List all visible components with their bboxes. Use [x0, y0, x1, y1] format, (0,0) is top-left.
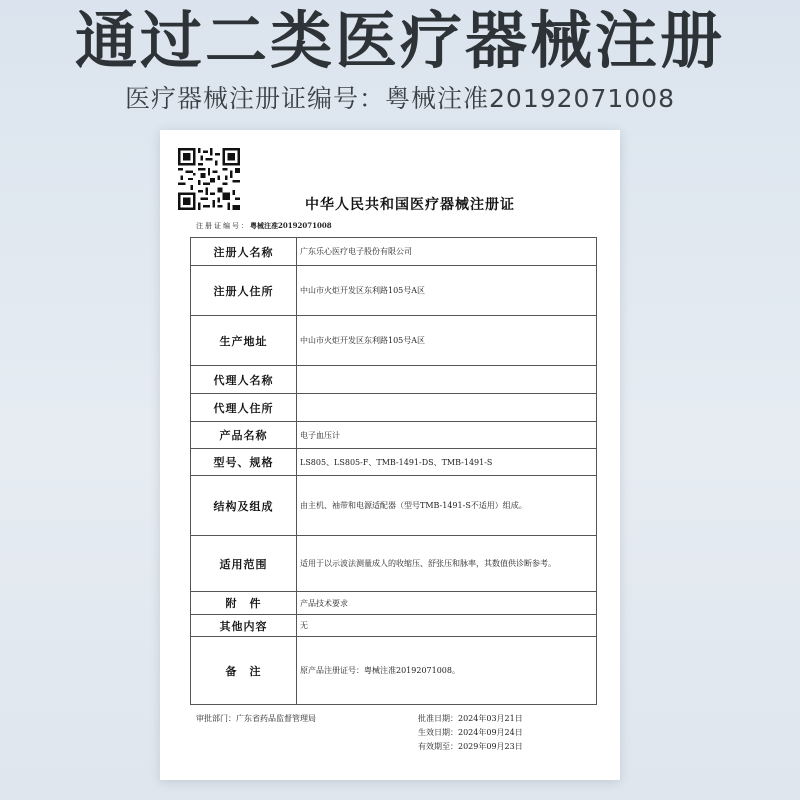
row-value-remarks: 原产品注册证号：粤械注准20192071008。: [297, 637, 597, 705]
approval-department-value: 广东省药品监督管理局: [236, 714, 316, 723]
table-row: [191, 266, 597, 316]
row-label-scope: 适用范围: [191, 536, 297, 592]
table-row: [191, 449, 597, 476]
table-row: [191, 422, 597, 449]
table-row: [191, 637, 597, 705]
approval-date-value: 2024年03月21日: [458, 714, 523, 723]
approval-date-label: 批准日期：: [418, 714, 458, 723]
row-label-remarks: 备 注: [191, 637, 297, 705]
approval-date: [418, 712, 523, 726]
row-value-attachment: 产品技术要求: [297, 592, 597, 615]
row-label-structure: 结构及组成: [191, 476, 297, 536]
row-label-product-name: 产品名称: [191, 422, 297, 449]
table-row: [191, 615, 597, 637]
row-value-agent-address: [297, 394, 597, 422]
row-label-other: 其他内容: [191, 615, 297, 637]
certificate-table: [190, 237, 597, 705]
approval-department-label: 审批部门：: [196, 714, 236, 723]
table-row: [191, 394, 597, 422]
row-value-model-spec: LS805、LS805-F、TMB-1491-DS、TMB-1491-S: [297, 449, 597, 476]
row-value-agent-name: [297, 366, 597, 394]
row-label-agent-address: 代理人住所: [191, 394, 297, 422]
row-value-production-address: 中山市火炬开发区东利路105号A区: [297, 316, 597, 366]
expiry-date-value: 2029年09月23日: [458, 742, 523, 751]
table-row: [191, 536, 597, 592]
registration-number: [196, 221, 332, 231]
table-row: [191, 592, 597, 615]
row-value-other: 无: [297, 615, 597, 637]
effective-date-value: 2024年09月24日: [458, 728, 523, 737]
row-label-agent-name: 代理人名称: [191, 366, 297, 394]
table-row: [191, 366, 597, 394]
effective-date-label: 生效日期：: [418, 728, 458, 737]
effective-date: [418, 726, 523, 740]
registration-number-value: 粤械注准20192071008: [250, 221, 332, 230]
subheadline-registration-number: 医疗器械注册证编号：粤械注准20192071008: [125, 84, 675, 113]
row-label-registrant-address: 注册人住所: [191, 266, 297, 316]
table-row: [191, 238, 597, 266]
table-row: [191, 316, 597, 366]
registration-number-label: 注册证编号：: [196, 222, 250, 230]
row-value-registrant-name: 广东乐心医疗电子股份有限公司: [297, 238, 597, 266]
row-label-model-spec: 型号、规格: [191, 449, 297, 476]
row-value-registrant-address: 中山市火炬开发区东利路105号A区: [297, 266, 597, 316]
headline: 通过二类医疗器械注册: [74, 4, 725, 77]
expiry-date-label: 有效期至：: [418, 742, 458, 751]
date-block: [418, 712, 523, 754]
table-row: [191, 476, 597, 536]
expiry-date: [418, 740, 523, 754]
approval-department: [196, 712, 316, 726]
certificate-title: 中华人民共和国医疗器械注册证: [305, 197, 515, 213]
row-value-structure: 由主机、袖带和电源适配器（型号TMB-1491-S不适用）组成。: [297, 476, 597, 536]
row-value-product-name: 电子血压计: [297, 422, 597, 449]
certificate-document: [160, 130, 620, 780]
row-label-attachment: 附 件: [191, 592, 297, 615]
row-value-scope: 适用于以示波法测量成人的收缩压、舒张压和脉率，其数值供诊断参考。: [297, 536, 597, 592]
row-label-production-address: 生产地址: [191, 316, 297, 366]
row-label-registrant-name: 注册人名称: [191, 238, 297, 266]
